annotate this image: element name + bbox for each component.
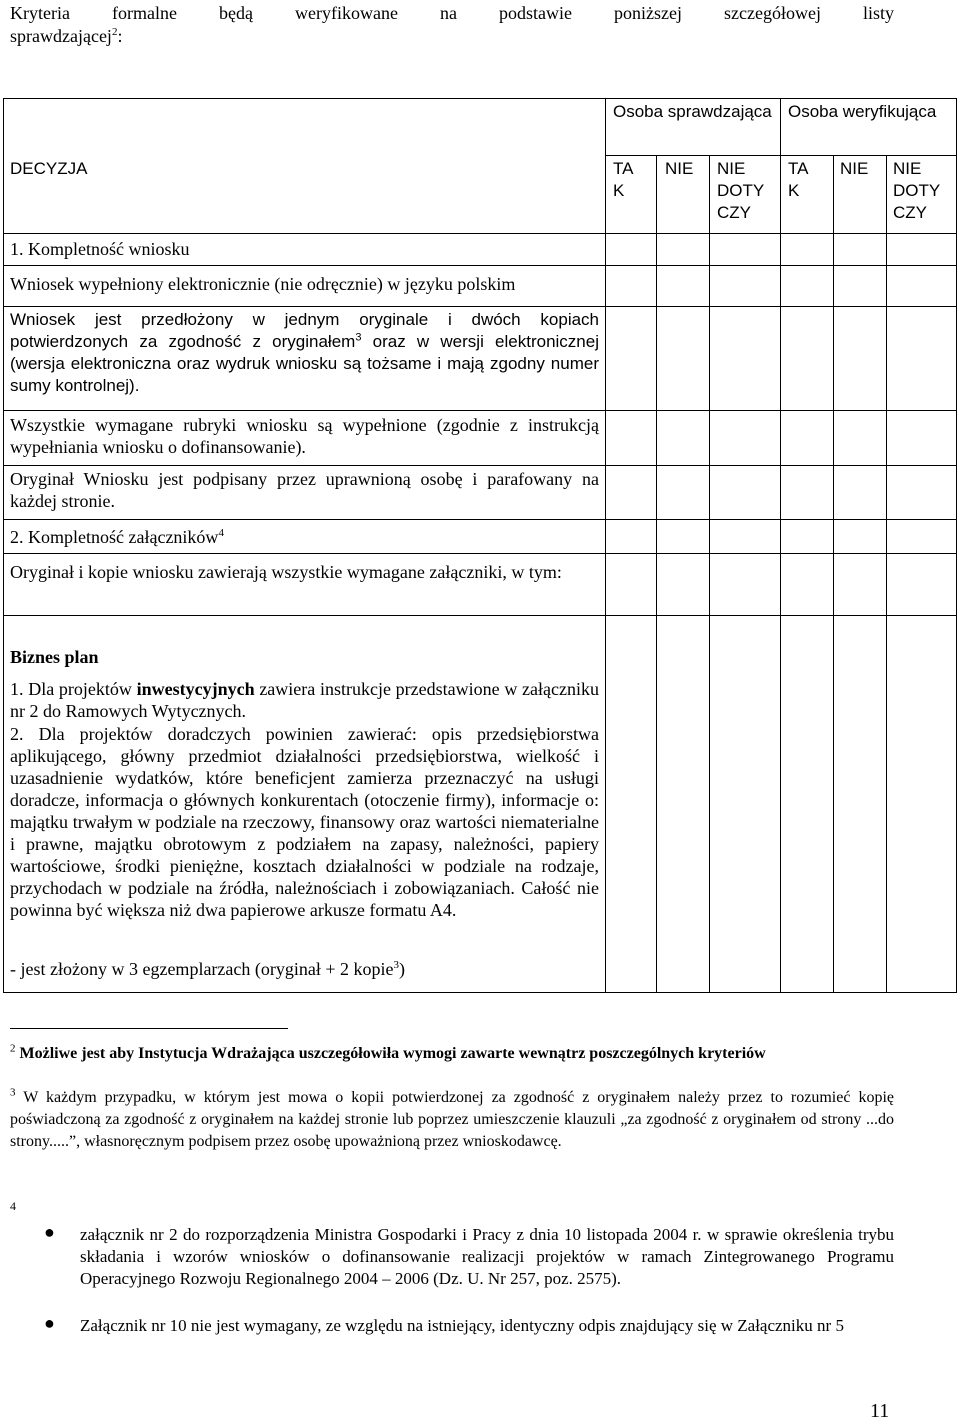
list-item: Wszystkie wymagane rubryki wniosku są wypełnione (zgodnie z instrukcją wypełniania wniosku o dofinansowanie). bbox=[10, 415, 599, 457]
footnote-4-number: 4 bbox=[10, 1199, 16, 1213]
verifier-header: Osoba weryfikująca bbox=[788, 102, 937, 121]
page-number: 11 bbox=[870, 1400, 890, 1422]
list-item: Wniosek wypełniony elektronicznie (nie odręcznie) w języku polskim bbox=[10, 274, 516, 294]
intro-line-2: sprawdzającej$^2$: bbox=[10, 26, 123, 46]
footnote-3: $^3$ W każdym przypadku, w którym jest mowa o kopii potwierdzonej za zgodność z oryginałem należy przez to rozumieć kopię poświadczoną za zgodność z oryginałem na każdej stronie lub poprzez umieszczenie klauzuli „za zgodność z oryginałem od strony ...do strony.....”, własnoręcznym podpisem przez osobę upoważnioną przez wnioskodawcę. bbox=[10, 1086, 894, 1150]
list-item: Wniosek jest przedłożony w jednym oryginale i dwóch kopiach potwierdzonych za zgodność z oryginałem$^3$ oraz w wersji elektronicznej (wersja elektroniczna oraz wydruk wniosku są tożsame i mają zgodny numer sumy kontrolnej). bbox=[10, 310, 599, 395]
footnote-2: $^2$ Możliwe jest aby Instytucja Wdrażająca uszczegółowiła wymogi zawarte wewnątrz poszczególnych kryteriów bbox=[10, 1042, 766, 1062]
bullet-icon: ● bbox=[44, 1222, 55, 1242]
checker-nie-dotyczy-header: NIE DOTY CZY bbox=[717, 159, 764, 222]
biznes-plan-point-2: 2. Dla projektów doradczych powinien zawierać: opis przedsiębiorstwa aplikującego, główny przedmiot działalności przedsiębiorstwa, wielkość i uzasadnienie wydatków, które beneficjent zamierza przeznaczyć na usługi doradcze, informacja o głównych konkurentach (otoczenie firmy), informacje o: majątku trwałym w podziale na rzeczowy, finansowy oraz wartości niematerialne i prawne, majątku obrotowym z podziałem na zapasy, należności, papiery wartościowe, środki pieniężne, kosztach działalności w podziale na rodzaje, przychodach w podziale na źródła, należnościach i zobowiązaniach. Całość nie powinna być większa niż dwa papierowe arkusze formatu A4. bbox=[10, 724, 599, 920]
section-completeness: 1. Kompletność wniosku bbox=[10, 239, 190, 259]
decision-header: DECYZJA bbox=[10, 159, 88, 178]
intro-line-1: Kryteria formalne będą weryfikowane na podstawie poniższej szczegółowej listy bbox=[10, 3, 894, 23]
checker-nie-header: NIE bbox=[665, 159, 694, 178]
biznes-plan-title: Biznes plan bbox=[10, 647, 99, 667]
checker-header: Osoba sprawdzająca bbox=[613, 102, 772, 121]
section-attachments: 2. Kompletność załączników$^4$ bbox=[10, 527, 224, 547]
list-item: Oryginał Wniosku jest podpisany przez uprawnioną osobę i parafowany na każdej stronie. bbox=[10, 469, 599, 511]
checker-tak-header: TA K bbox=[613, 159, 633, 200]
footnote-4-item: załącznik nr 2 do rozporządzenia Ministra Gospodarki i Pracy z dnia 10 listopada 2004 r. w sprawie określenia trybu składania i wzorów wniosków o dofinansowanie realizacji projektów w ramach Zintegrowanego Programu Operacyjnego Rozwoju Regionalnego 2004 – 2006 (Dz. U. Nr 257, poz. 2575). bbox=[80, 1225, 894, 1288]
footnote-4-item: Załącznik nr 10 nie jest wymagany, ze względu na istniejący, identyczny odpis znajdujący się w Załączniku nr 5 bbox=[80, 1316, 844, 1335]
verifier-nie-header: NIE bbox=[840, 159, 869, 178]
bullet-icon: ● bbox=[44, 1313, 55, 1333]
biznes-plan-copies: - jest złożony w 3 egzemplarzach (oryginał + 2 kopie$^3$) bbox=[10, 959, 406, 979]
footnote-separator bbox=[10, 1028, 288, 1029]
biznes-plan-point-1: 1. Dla projektów inwestycyjnych zawiera instrukcje przedstawione w załączniku nr 2 do Ramowych Wytycznych. bbox=[10, 679, 599, 721]
verifier-nie-dotyczy-header: NIE DOTY CZY bbox=[893, 159, 940, 222]
verifier-tak-header: TA K bbox=[788, 159, 808, 200]
list-item: Oryginał i kopie wniosku zawierają wszystkie wymagane załączniki, w tym: bbox=[10, 562, 562, 582]
